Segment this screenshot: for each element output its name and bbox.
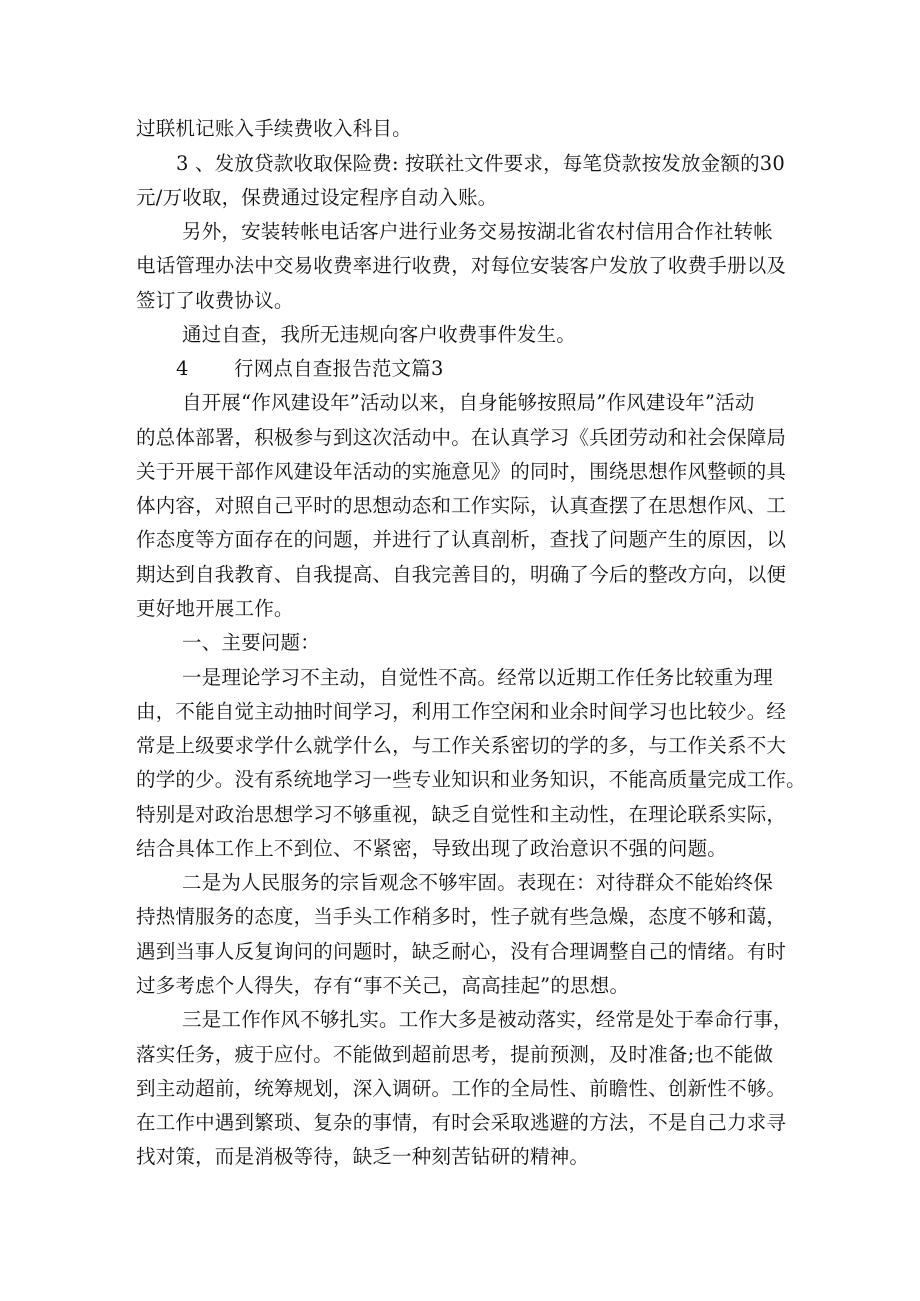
- text-line: 3 、发放贷款收取保险费: 按联社文件要求，每笔贷款按发放金额的30: [176, 152, 785, 175]
- text-line: 到主动超前，统筹规划，深入调研。工作的全局性、前瞻性、创新性不够。: [136, 1077, 787, 1100]
- text-line: 期达到自我教育、自我提高、自我完善目的，明确了今后的整改方向，以便: [136, 563, 787, 586]
- text-line: 的总体部署，积极参与到这次活动中。在认真学习《兵团劳动和社会保障局: [136, 426, 787, 449]
- text-line: 找对策，而是消极等待，缺乏一种刻苦钻研的精神。: [136, 1145, 590, 1168]
- text-line: 元/万收取，保费通过设定程序自动入账。: [136, 186, 498, 209]
- text-line: 作态度等方面存在的问题，并进行了认真剖析，查找了问题产生的原因，以: [136, 528, 787, 551]
- text-line: 遇到当事人反复询问的问题时，缺乏耐心，没有合理调整自己的情绪。有时: [136, 940, 787, 963]
- text-line: 电话管理办法中交易收费率进行收费，对每位安装客户发放了收费手册以及: [136, 254, 787, 277]
- text-line: 更好地开展工作。: [136, 597, 294, 620]
- text-line: 常是上级要求学什么就学什么，与工作关系密切的学的多，与工作关系不大: [136, 734, 787, 757]
- text-line: 在工作中遇到繁琐、复杂的事情，有时会采取逃避的方法，不是自己力求寻: [136, 1111, 787, 1134]
- heading-number: 4: [176, 357, 189, 380]
- text-line: 落实任务，疲于应付。不能做到超前思考，提前预测，及时准备;也不能做: [136, 1043, 774, 1066]
- text-line: 持热情服务的态度，当手头工作稍多时，性子就有些急燥，态度不够和蔼，: [136, 905, 787, 928]
- text-line: 过多考虑个人得失，存有“事不关己，高高挂起”的思想。: [136, 974, 630, 997]
- text-line: 一、主要问题：: [182, 631, 320, 654]
- text-line: 的学的少。没有系统地学习一些专业知识和业务知识，不能高质量完成工作。: [136, 768, 806, 791]
- text-line: 签订了收费协议。: [136, 289, 294, 312]
- heading-title: 行网点自查报告范文篇3: [234, 357, 444, 380]
- text-line: 二是为人民服务的宗旨观念不够牢固。表现在：对待群众不能始终保: [182, 871, 774, 894]
- text-line: 结合具体工作上不到位、不紧密，导致出现了政治意识不强的问题。: [136, 837, 728, 860]
- text-line: 过联机记账入手续费收入科目。: [136, 117, 412, 140]
- text-line: 另外，安装转帐电话客户进行业务交易按湖北省农村信用合作社转帐: [182, 220, 774, 243]
- text-line: 特别是对政治思想学习不够重视，缺乏自觉性和主动性，在理论联系实际，: [136, 803, 787, 826]
- section-heading: [176, 356, 920, 382]
- text-line: 三是工作作风不够扎实。工作大多是被动落实，经常是处于奉命行事，: [182, 1008, 793, 1031]
- text-line: 关于开展干部作风建设年活动的实施意见》的同时，围绕思想作风整顿的具: [136, 460, 787, 483]
- text-line: 通过自查，我所无违规向客户收费事件发生。: [182, 323, 577, 346]
- text-line: 由，不能自觉主动抽时间学习，利用工作空闲和业余时间学习也比较少。经: [136, 700, 787, 723]
- text-line: 一是理论学习不主动，自觉性不高。经常以近期工作任务比较重为理: [182, 666, 774, 689]
- text-line: 自开展“作风建设年”活动以来，自身能够按照局”作风建设年”活动: [182, 391, 755, 414]
- text-line: 体内容，对照自己平时的思想动态和工作实际，认真查摆了在思想作风、工: [136, 494, 787, 517]
